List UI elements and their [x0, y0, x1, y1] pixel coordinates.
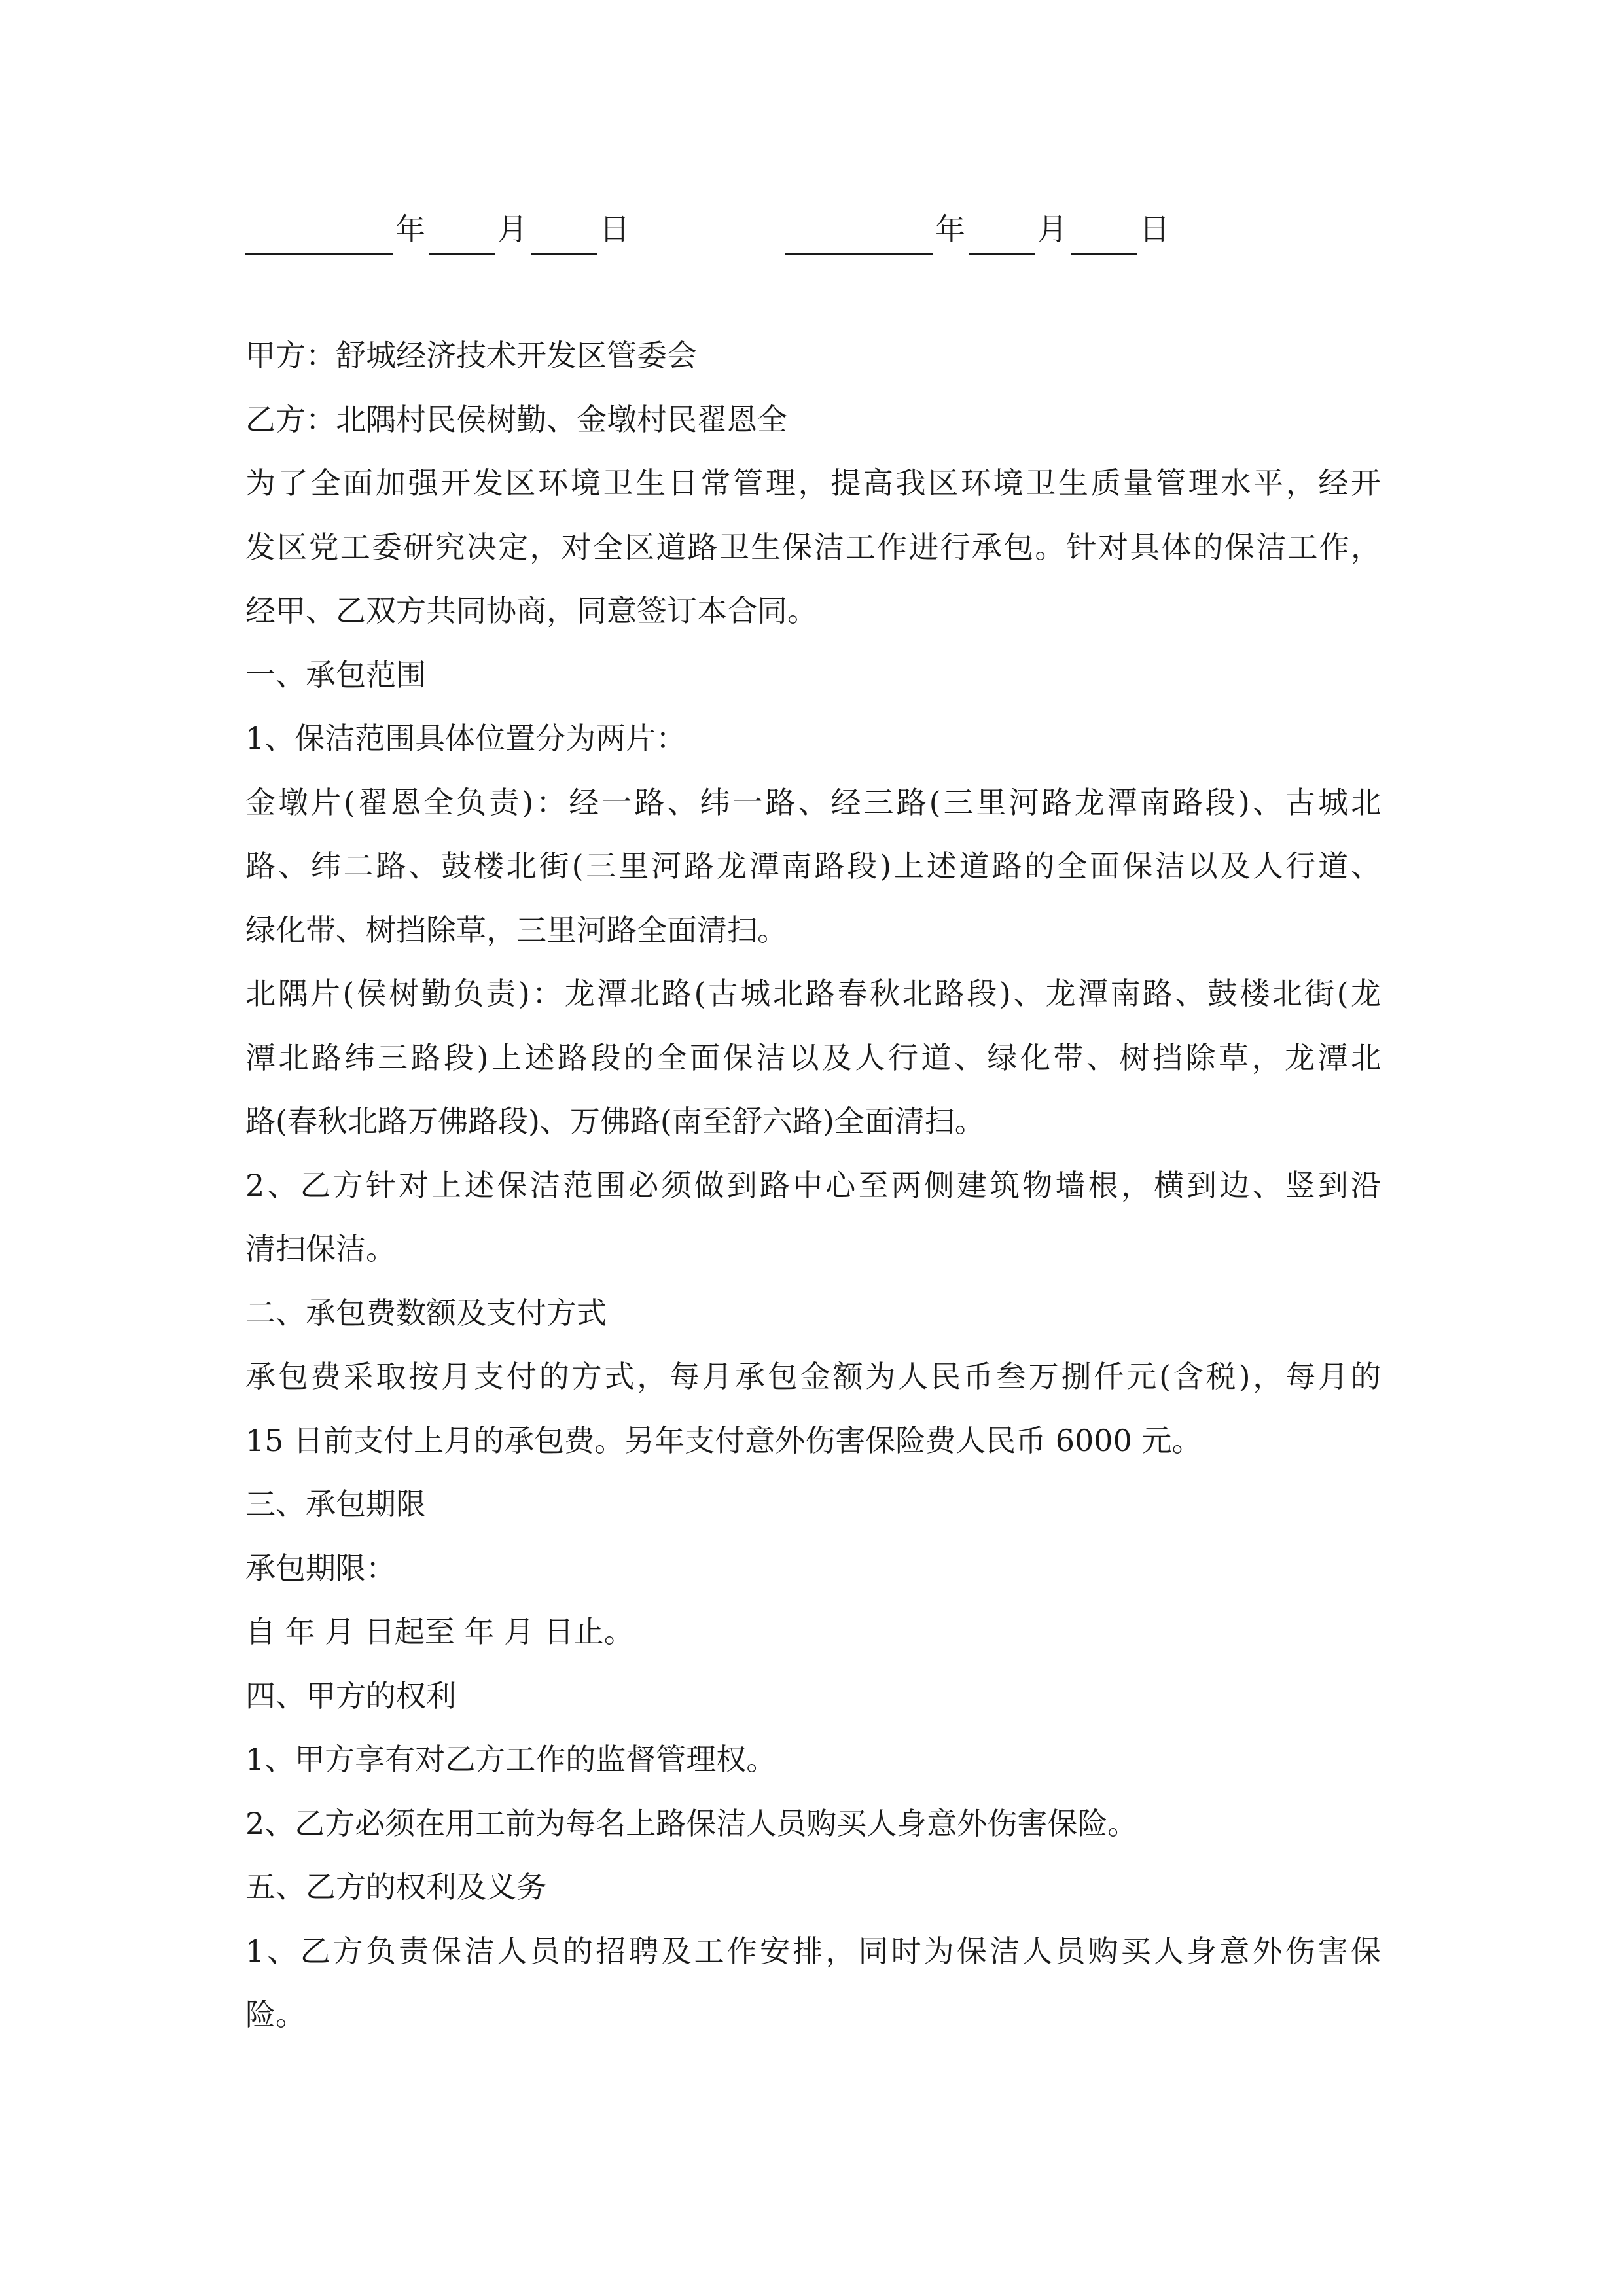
day-blank[interactable]	[531, 215, 597, 255]
text-line: 清扫保洁。	[245, 1231, 396, 1266]
day-label: 日	[1139, 211, 1169, 247]
month-blank[interactable]	[429, 215, 495, 255]
text-line: 承包费采取按月支付的方式，每月承包金额为人民币叁万捌仟元(含税)，每月的	[245, 1359, 1381, 1394]
text-line: 二、承包费数额及支付方式	[245, 1295, 607, 1331]
text-line: 路、纬二路、鼓楼北街(三里河路龙潭南路段)上述道路的全面保洁以及人行道、	[245, 848, 1381, 884]
year-label: 年	[395, 211, 425, 247]
text-line: 甲方：舒城经济技术开发区管委会	[245, 338, 697, 373]
text-line: 三、承包期限	[245, 1486, 426, 1522]
text-line: 承包期限：	[245, 1550, 396, 1586]
text-line: 1、保洁范围具体位置分为两片：	[245, 721, 687, 756]
signature-date-row	[245, 203, 1423, 255]
year-blank[interactable]	[785, 215, 933, 255]
date-field-right	[785, 203, 1173, 255]
text-line: 路(春秋北路万佛路段)、万佛路(南至舒六路)全面清扫。	[245, 1103, 985, 1139]
text-line: 险。	[245, 1997, 306, 2032]
text-line: 1、乙方负责保洁人员的招聘及工作安排，同时为保洁人员购买人身意外伤害保	[245, 1933, 1381, 1969]
month-label: 月	[1037, 211, 1067, 247]
year-label: 年	[935, 211, 965, 247]
text-line: 2、乙方必须在用工前为每名上路保洁人员购买人身意外伤害保险。	[245, 1805, 1138, 1841]
month-blank[interactable]	[969, 215, 1035, 255]
text-line: 北隅片(侯树勤负责)：龙潭北路(古城北路春秋北路段)、龙潭南路、鼓楼北街(龙	[245, 976, 1381, 1011]
contract-body	[245, 324, 1381, 2047]
year-blank[interactable]	[245, 215, 393, 255]
text-line: 15 日前支付上月的承包费。另年支付意外伤害保险费人民币 6000 元。	[245, 1422, 1202, 1458]
text-line: 1、甲方享有对乙方工作的监督管理权。	[245, 1742, 777, 1777]
text-line: 经甲、乙双方共同协商，同意签订本合同。	[245, 593, 817, 628]
text-line: 为了全面加强开发区环境卫生日常管理，提高我区环境卫生质量管理水平，经开	[245, 465, 1381, 501]
text-line: 2、乙方针对上述保洁范围必须做到路中心至两侧建筑物墙根，横到边、竖到沿	[245, 1167, 1381, 1203]
text-line: 乙方：北隅村民侯树勤、金墩村民翟恩全	[245, 401, 787, 437]
text-line: 一、承包范围	[245, 656, 426, 692]
day-blank[interactable]	[1071, 215, 1137, 255]
text-line: 金墩片(翟恩全负责)：经一路、纬一路、经三路(三里河路龙潭南路段)、古城北	[245, 784, 1381, 820]
date-field-left	[245, 203, 633, 255]
month-label: 月	[497, 211, 527, 247]
text-line: 潭北路纬三路段)上述路段的全面保洁以及人行道、绿化带、树挡除草，龙潭北	[245, 1039, 1381, 1075]
text-line: 绿化带、树挡除草，三里河路全面清扫。	[245, 912, 787, 948]
text-line: 五、乙方的权利及义务	[245, 1869, 546, 1905]
text-line: 四、甲方的权利	[245, 1677, 456, 1713]
text-line: 自 年 月 日起至 年 月 日止。	[245, 1614, 634, 1649]
text-line: 发区党工委研究决定，对全区道路卫生保洁工作进行承包。针对具体的保洁工作，	[245, 529, 1381, 565]
day-label: 日	[599, 211, 630, 247]
